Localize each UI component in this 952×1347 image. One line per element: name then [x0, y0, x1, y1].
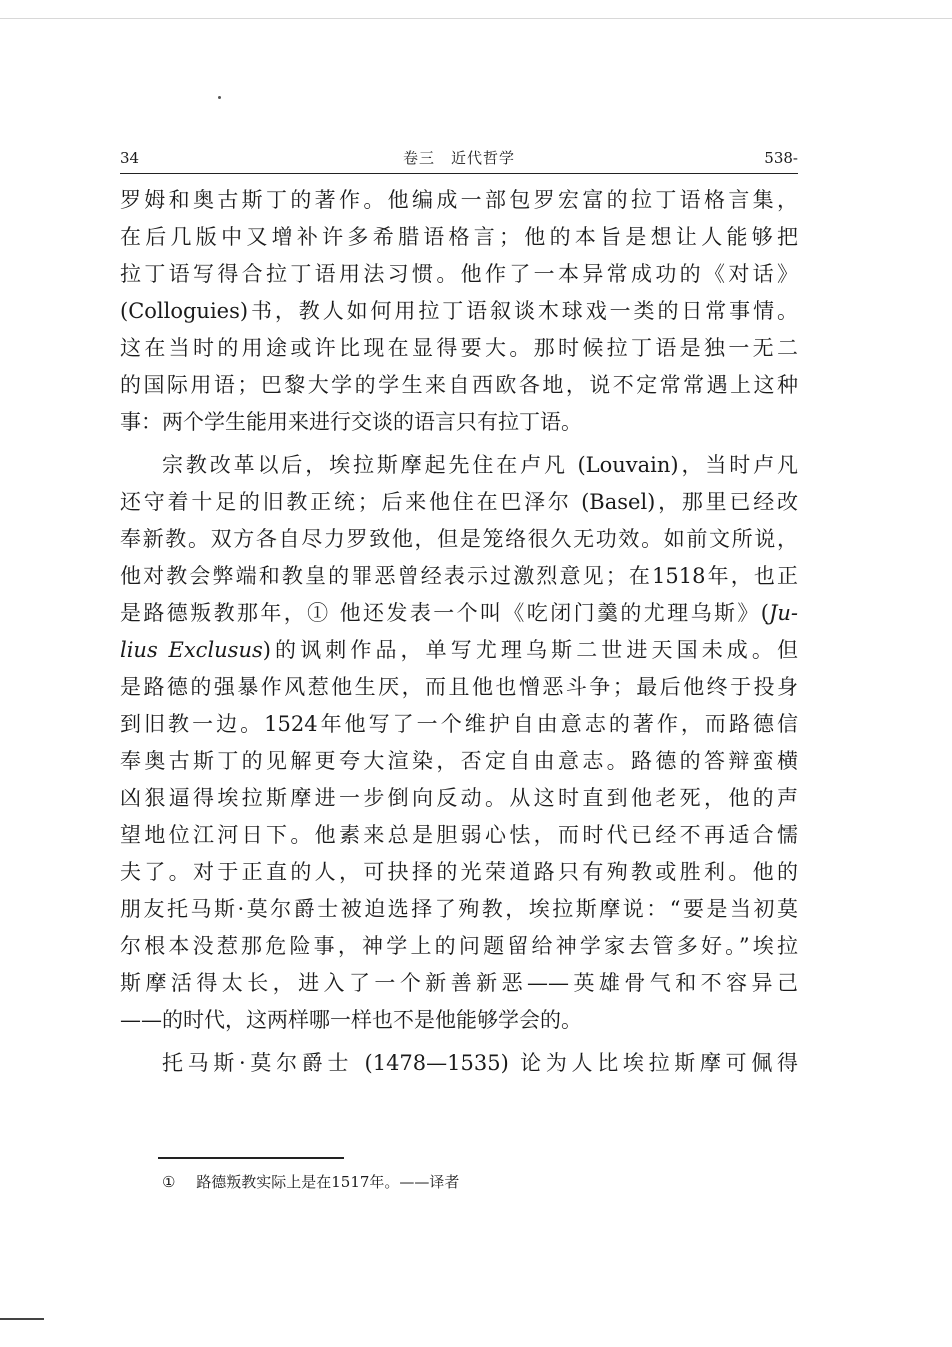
text-line: 这在当时的用途或许比现在显得要大。那时候拉丁语是独一无二	[120, 336, 798, 360]
italic-latin-title: lius Exclusus	[120, 638, 263, 662]
text-line: 是路德叛教那年，① 他还发表一个叫《吃闭门羹的尤理乌斯》(Ju-	[120, 601, 798, 625]
text-line: 奉奥古斯丁的见解更夸大渲染，否定自由意志。路德的答辩蛮横	[120, 749, 798, 773]
text-line: 他对教会弊端和教皇的罪恶曾经表示过激烈意见；在1518年，也正	[120, 564, 798, 588]
text-line: 事：两个学生能用来进行交谈的语言只有拉丁语。	[120, 410, 582, 434]
text-line: 拉丁语写得合拉丁语用法习惯。他作了一本异常成功的《对话》	[120, 262, 798, 286]
text-line: 到旧教一边。1524年他写了一个维护自由意志的著作，而路德信	[120, 712, 798, 736]
footnote-rule	[158, 1157, 344, 1159]
text-line: 凶狠逼得埃拉斯摩进一步倒向反动。从这时直到他老死，他的声	[120, 786, 798, 810]
text-line: 在后几版中又增补许多希腊语格言；他的本旨是想让人能够把	[120, 225, 798, 249]
text-line: 托马斯·莫尔爵士 (1478—1535) 论为人比埃拉斯摩可佩得	[162, 1051, 798, 1075]
footnote-text: 路德叛教实际上是在1517年。——译者	[196, 1173, 460, 1191]
scan-edge-mark	[0, 1318, 44, 1320]
page-header	[120, 146, 798, 170]
footnote-mark: ①	[162, 1173, 176, 1191]
text-line: 奉新教。双方各自尽力罗致他，但是笼络很久无功效。如前文所说，	[120, 527, 798, 551]
scan-speck	[218, 96, 221, 99]
text-line: 是路德的强暴作风惹他生厌，而且他也憎恶斗争；最后他终于投身	[120, 675, 798, 699]
text-line: 的国际用语；巴黎大学的学生来自西欧各地，说不定常常遇上这种	[120, 373, 798, 397]
running-title: 卷三 近代哲学	[402, 149, 515, 167]
text-line: 夫了。对于正直的人，可抉择的光荣道路只有殉教或胜利。他的	[120, 860, 798, 884]
page-number: 34	[120, 149, 140, 167]
text-line: 还守着十足的旧教正统；后来他住在巴泽尔 (Basel)，那里已经改	[120, 490, 798, 514]
text-line: lius Exclusus)的讽刺作品，单写尤理乌斯二世进天国未成。但	[120, 638, 798, 662]
text-line: 斯摩活得太长，进入了一个新善新恶——英雄骨气和不容异己	[120, 971, 798, 995]
text-line: 尔根本没惹那危险事，神学上的问题留给神学家去管多好。”埃拉	[120, 934, 798, 958]
text-line: (Colloguies)书，教人如何用拉丁语叙谈木球戏一类的日常事情。	[120, 299, 798, 323]
body-text	[120, 182, 798, 1082]
italic-latin-title: Ju-	[768, 601, 798, 625]
footnote	[162, 1170, 762, 1194]
text-line: 罗姆和奥古斯丁的著作。他编成一部包罗宏富的拉丁语格言集，	[120, 188, 798, 212]
text-line: 宗教改革以后，埃拉斯摩起先住在卢凡 (Louvain)，当时卢凡	[162, 453, 798, 477]
original-page-number: 538-	[764, 149, 798, 167]
header-rule	[120, 173, 798, 174]
text-line: 朋友托马斯·莫尔爵士被迫选择了殉教，埃拉斯摩说：“要是当初莫	[120, 897, 798, 921]
text-line: ——的时代，这两样哪一样也不是他能够学会的。	[120, 1008, 582, 1032]
text-line: 望地位江河日下。他素来总是胆弱心怯，而时代已经不再适合懦	[120, 823, 798, 847]
scan-edge-line	[0, 18, 952, 19]
